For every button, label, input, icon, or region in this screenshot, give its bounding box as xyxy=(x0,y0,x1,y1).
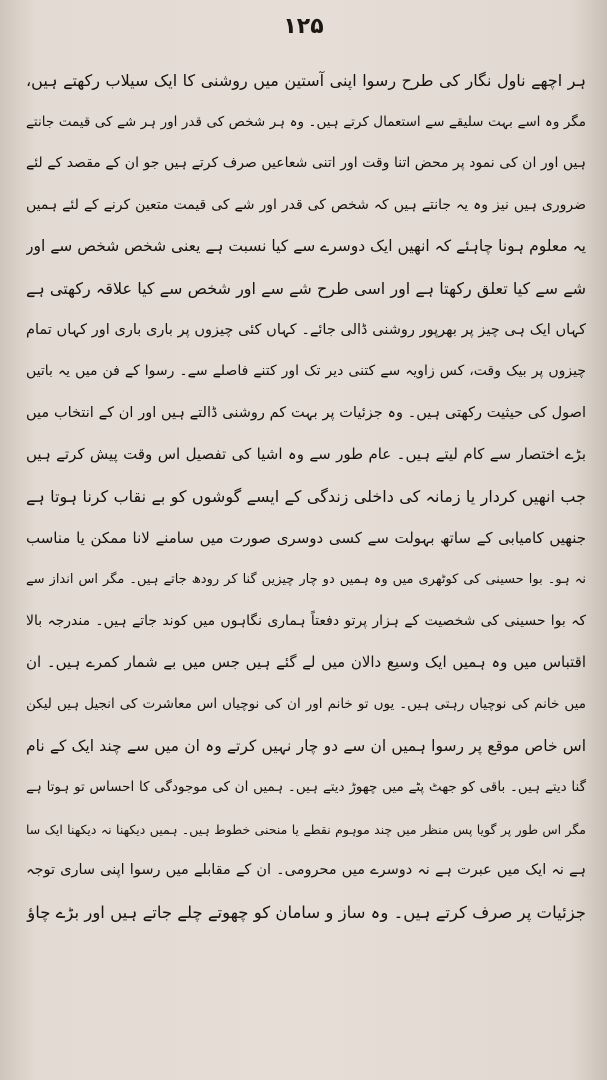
text-line: بڑے اختصار سے کام لیتے ہیں۔ عام طور سے وہ اشیا کی تفصیل اس وقت پیش کرتے ہیں xyxy=(26,445,586,464)
text-line: ضروری ہیں نیز وہ یہ جانتے ہیں کہ شخص کی قدر اور شے کی قیمت متعین کرنے کے لئے ہمیں xyxy=(26,196,586,213)
text-line: اصول کی حیثیت رکھتی ہیں۔ وہ جزئیات پر بہت کم روشنی ڈالتے ہیں اور ان کے انتخاب میں xyxy=(26,404,586,421)
body-text xyxy=(26,60,586,933)
text-line: مگر وہ اسے بہت سلیقے سے استعمال کرتے ہیں۔ وہ ہر شخص کی قدر اور ہر شے کی قیمت جانتے xyxy=(26,113,586,130)
text-line: ہیں اور ان کی نمود پر محض اتنا وقت اور اتنی شعاعیں صرف کرتے ہیں جو ان کے مقصد کے لئے xyxy=(26,155,586,172)
page-number: ۱۲۵ xyxy=(283,14,324,39)
text-line: گنا دیتے ہیں۔ باقی کو جھٹ پٹے میں چھوڑ دیتے ہیں۔ ہمیں ان کی موجودگی کا احساس تو ہوتا ہے xyxy=(26,779,586,796)
text-line: ہے نہ ایک میں عبرت ہے نہ دوسرے میں محرومی۔ ان کے مقابلے میں رسوا اپنی ساری توجہ xyxy=(26,862,586,879)
text-line: ہر اچھے ناول نگار کی طرح رسوا اپنی آستین میں روشنی کا ایک سیلاب رکھتے ہیں، xyxy=(26,71,586,90)
text-line: نہ ہو۔ بوا حسینی کی کوٹھری میں وہ ہمیں دو چار چیزیں گنا کر رودھ جاتے ہیں۔ مگر اس انداز سے xyxy=(26,572,586,588)
text-line: اس خاص موقع پر رسوا ہمیں ان سے دو چار نہیں کرتے وہ ان میں سے چند ایک کے نام xyxy=(26,736,586,755)
text-line: کہ بوا حسینی کی شخصیت کے ہزار پرتو دفعتاً ہماری نگاہوں میں کوند جاتے ہیں۔ مندرجہ بالا xyxy=(26,612,586,629)
text-line: جنھیں کامیابی کے ساتھ بہولت سے کسی دوسری صورت میں سامنے لانا ممکن یا مناسب xyxy=(26,528,586,547)
text-line: یہ معلوم ہونا چاہئے کہ انھیں ایک دوسرے سے کیا نسبت ہے یعنی شخص شخص سے اور xyxy=(26,237,586,256)
text-line: شے سے کیا تعلق رکھتا ہے اور اسی طرح شے سے اور شخص سے کیا علاقہ رکھتی ہے xyxy=(26,278,586,298)
text-line: میں خانم کی نوچیاں رہتی ہیں۔ یوں تو خانم اور ان کی نوچیاں اس معاشرت کی انجیل ہیں لیکن xyxy=(26,695,586,712)
text-line: جزئیات پر صرف کرتے ہیں۔ وہ ساز و سامان کو چھوتے چلے جاتے ہیں اور بڑے چاؤ xyxy=(27,902,586,922)
text-line: اقتباس میں وہ ہمیں ایک وسیع دالان میں لے گئے ہیں جس میں بے شمار کمرے ہیں۔ ان xyxy=(26,653,586,672)
text-line: مگر اس طور پر گویا پس منظر میں چند موہوم نقطے یا منحنی خطوط ہیں۔ ہمیں دیکھنا نہ دیکھنا ایک سا xyxy=(26,821,586,837)
text-line: کہاں ایک ہی چیز پر بھرپور روشنی ڈالی جائے۔ کہاں کئی چیزوں پر باری باری اور کہاں تمام xyxy=(26,321,586,338)
text-line: جب انھیں کردار یا زمانہ کی داخلی زندگی کے ایسے گوشوں کو بے نقاب کرنا ہوتا ہے xyxy=(26,486,586,506)
text-line: چیزوں پر بیک وقت، کس زاویہ سے کتنی دیر تک اور کتنے فاصلے سے۔ رسوا کے فن میں یہ باتیں xyxy=(26,363,586,380)
